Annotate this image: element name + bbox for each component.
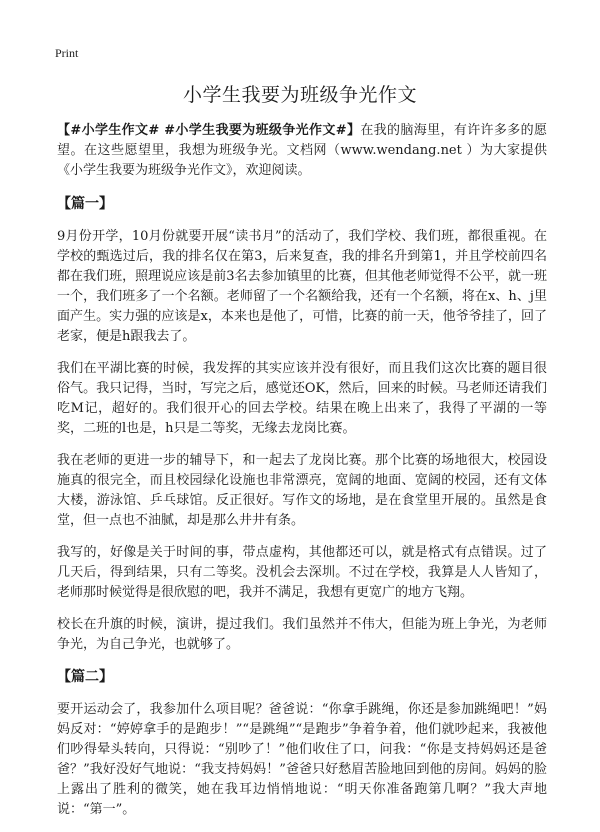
intro-text: 在我的脑海里，有许许多多的愿望。在这些愿望里，我想为班级争光。文档网（www.wendang.net ）为大家提供《小学生我要为班级争光作文》，欢迎阅读。 [57,123,547,178]
paragraph: 我们在平湖比赛的时候，我发挥的其实应该并没有很好，而且我们这次比赛的题目很俗气。我只记得，当时，写完之后，感觉还OK，然后，回来的时候。马老师还请我们吃M记，超好的。我们很开心的回去学校。结果在晚上出来了，我得了平湖的一等奖，二班的l也是，h只是二等奖，无缘去龙岗比赛。 [57,361,547,436]
paragraph: 要开运动会了，我参加什么项目呢？爸爸说：“你拿手跳绳，你还是参加跳绳吧！”妈妈反对：“婷婷拿手的是跑步！”“是跳绳”“是跑步”争着争着，他们就吵起来，我被他们吵得晕头转向，只得说：“别吵了！”他们收住了口，问我：“你是支持妈妈还是爸爸？”我好没好气地说：“我支持妈妈！”爸爸只好愁眉苦脸地回到他的房间。妈妈的脸上露出了胜利的微笑，她在我耳边悄悄地说：“明天你准备跑第几啊？”我大声地说：“第一”。 [57,702,547,817]
intro-tags: 【#小学生作文# #小学生我要为班级争光作文#】 [57,123,361,138]
paragraph: 校长在升旗的时候，演讲，提过我们。我们虽然并不伟大，但能为班上争光，为老师争光，为自己争光，也就够了。 [57,617,547,652]
document-body [57,121,547,832]
print-label: Print [55,46,79,60]
paragraph: 9月份开学，10月份就要开展“读书月”的活动了，我们学校、我们班，都很重视。在学校的甄选过后，我的排名仅在第3，后来复查，我的排名升到第1，并且学校前四名都在我们班，照理说应该是前3名去参加镇里的比赛，但其他老师觉得不公平，就一班一个，我们班多了一个名额。老师留了一个名额给我，还有一个名额，将在x、h、j里面产生。实力强的应该是x，本来也是他了，可惜，比赛的前一天，他爷爷挂了，回了老家，便是h跟我去了。 [57,229,547,344]
page-title: 小学生我要为班级争光作文 [182,84,417,106]
section-heading-1: 【篇一】 [57,196,113,212]
intro-paragraph [57,121,547,181]
section-heading-2: 【篇二】 [57,669,113,685]
paragraph: 我写的，好像是关于时间的事，带点虚构，其他都还可以，就是格式有点错误。过了几天后，得到结果，只有二等奖。没机会去深圳。不过在学校，我算是人人皆知了，老师那时候觉得是很欣慰的吧，我并不满足，我想有更宽广的地方飞翔。 [57,545,547,600]
paragraph: 我在老师的更进一步的辅导下，和一起去了龙岗比赛。那个比赛的场地很大，校园设施真的很完全，而且校园绿化设施也非常漂亮，宽阔的地面、宽阔的校园，还有文体大楼，游泳馆、乒乓球馆。反正很好。写作文的场地，是在食堂里开展的。虽然是食堂，但一点也不油腻，却是那么井井有条。 [57,453,547,528]
